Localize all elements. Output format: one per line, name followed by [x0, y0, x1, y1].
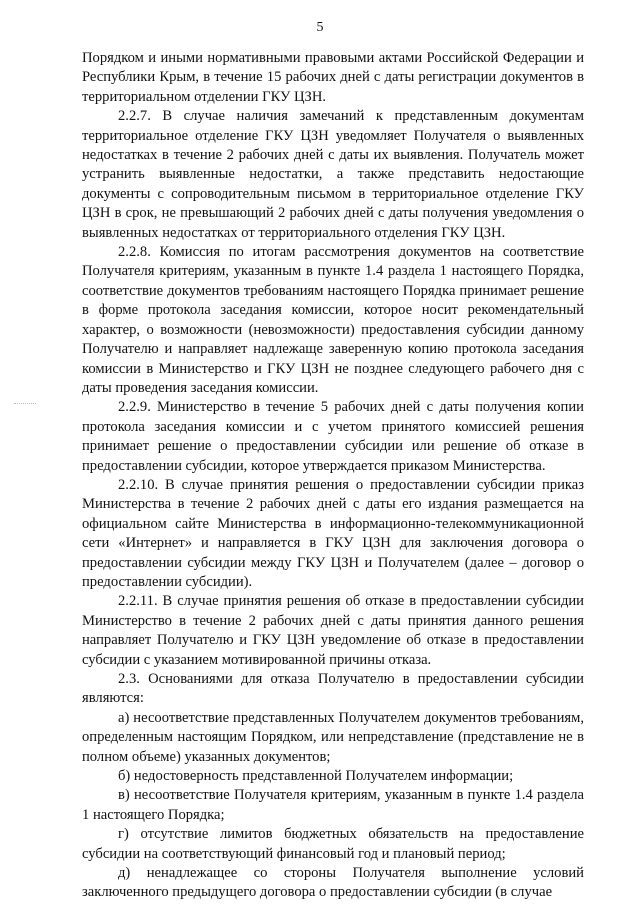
list-item-d: д) ненадлежащее со стороны Получателя выполнение условий заключенного предыдущего договора о предоставлении субсидии (в случае: [82, 865, 584, 901]
paragraph-2-2-10: 2.2.10. В случае принятия решения о предоставлении субсидии приказ Министерства в течение 2 рабочих дней с даты его издания размещается на официальном сайте Министерства в информационно-телекоммуникационной сети «Интернет» и направляется в ГКУ ЦЗН для заключения договора о предоставлении субсидии между ГКУ ЦЗН и Получателем (далее – договор о предоставлении субсидии).: [82, 476, 584, 590]
paragraph-2-2-8: 2.2.8. Комиссия по итогам рассмотрения документов на соответствие Получателя критериям, указанным в пункте 1.4 раздела 1 настоящего Порядка, соответствие документов требованиям настоящего Порядка принимает решение в форме протокола заседания комиссии, которое носит рекомендательный характер, о возможности (невозможности) предоставления субсидии данному Получателю и направляет надлежаще заверенную копию протокола заседания комиссии в Министерство и ГКУ ЦЗН не позднее следующего рабочего дня с даты проведения заседания комиссии.: [82, 244, 584, 396]
list-item-b: б) недостоверность представленной Получателем информации;: [118, 768, 514, 785]
list-item-g: г) отсутствие лимитов бюджетных обязательств на предоставление субсидии на соответствующий финансовый год и плановый период;: [82, 826, 584, 862]
paragraph-continuation: Порядком и иными нормативными правовыми актами Российской Федерации и Республики Крым, в течение 15 рабочих дней с даты регистрации документов в территориальном отделении ГКУ ЦЗН.: [82, 50, 584, 105]
paragraph-2-3: 2.3. Основаниями для отказа Получателю в предоставлении субсидии являются:: [82, 671, 584, 707]
document-body: [82, 49, 584, 903]
list-item-a: а) несоответствие представленных Получателем документов требованиям, определенным настоящим Порядком, или непредставление (представление не в полном объеме) указанных документов;: [82, 709, 584, 765]
paragraph-2-2-7: 2.2.7. В случае наличия замечаний к представленным документам территориальное отделение ГКУ ЦЗН уведомляет Получателя о выявленных недостатках в течение 2 рабочих дней с даты их выявления. Получатель может устранить выявленные недостатки, а также представить недостающие документы с сопроводительным письмом в территориальное отделение ГКУ ЦЗН в срок, не превышающий 2 рабочих дней с даты получения уведомления о выявленных недостатках от территориального отделения ГКУ ЦЗН.: [82, 108, 584, 241]
paragraph-2-2-11: 2.2.11. В случае принятия решения об отказе в предоставлении субсидии Министерство в течение 2 рабочих дней с даты принятия данного решения направляет Получателю и ГКУ ЦЗН уведомление об отказе в предоставлении субсидии с указанием мотивированной причины отказа.: [82, 593, 584, 668]
margin-scan-mark: [14, 403, 36, 405]
paragraph-2-2-9: 2.2.9. Министерство в течение 5 рабочих дней с даты получения копии протокола заседания комиссии и с учетом принятого комиссией решения принимает решение о предоставлении субсидии или решение об отказе в предоставлении субсидии, которое утверждается приказом Министерства.: [82, 399, 584, 474]
list-item-v: в) несоответствие Получателя критериям, указанным в пункте 1.4 раздела 1 настоящего Порядка;: [82, 787, 584, 823]
page-number: 5: [316, 20, 324, 35]
